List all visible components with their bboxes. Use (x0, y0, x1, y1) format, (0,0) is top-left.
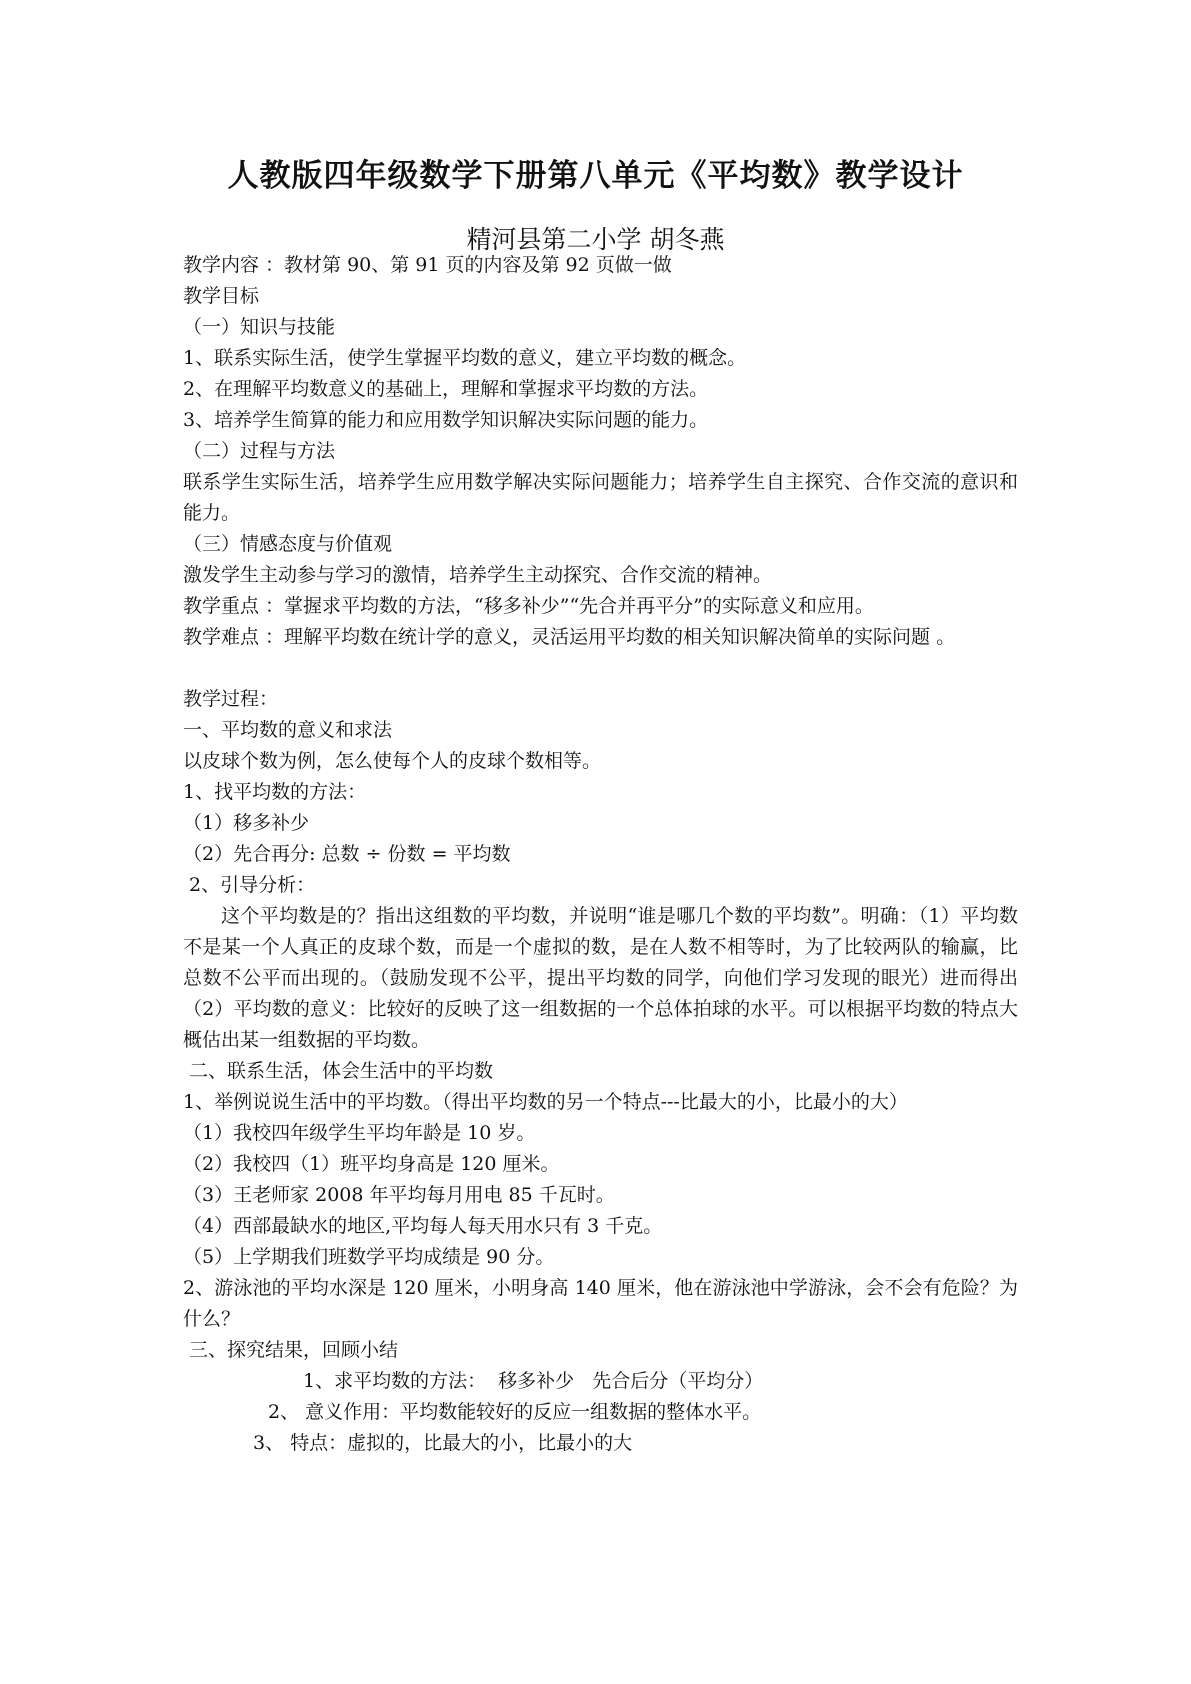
summary-item: 2、 意义作用：平均数能较好的反应一组数据的整体水平。 (268, 1401, 762, 1423)
goal-item: 2、在理解平均数意义的基础上，理解和掌握求平均数的方法。 (183, 378, 709, 400)
analysis-paragraph: 这个平均数是的？指出这组数的平均数，并说明“谁是哪几个数的平均数”。明确：（1）平均数不是某一个人真正的皮球个数，而是一个虚拟的数，是在人数不相等时，为了比较两队的输赢，比总数不公平而出现的。（鼓励发现不公平，提出平均数的同学，向他们学习发现的眼光）进而得出（2）平均数的意义：比较好的反映了这一组数据的一个总体拍球的水平。可以根据平均数的特点大概估出某一组数据的平均数。 (183, 905, 1018, 1051)
document-title: 人教版四年级数学下册第八单元《平均数》教学设计 (227, 158, 964, 194)
example-item: （1）我校四年级学生平均年龄是 10 岁。 (183, 1122, 536, 1144)
section-two-heading: 二、联系生活，体会生活中的平均数 (183, 1060, 494, 1082)
document-body (183, 250, 1018, 1459)
section-text: 以皮球个数为例，怎么使每个人的皮球个数相等。 (183, 750, 602, 772)
key-point: 教学重点 ：掌握求平均数的方法，“移多补少”“先合并再平分”的实际意义和应用。 (183, 595, 874, 617)
author-line: 精河县第二小学 胡冬燕 (466, 225, 725, 254)
heading-procedure: 教学过程： (183, 688, 279, 710)
example-item: （4）西部最缺水的地区,平均每人每天用水只有 3 千克。 (183, 1215, 663, 1237)
summary-item: 1、求平均数的方法： 移多补少 先合后分（平均分） (303, 1370, 764, 1392)
section-one-heading: 一、平均数的意义和求法 (183, 719, 393, 741)
difficult-point: 教学难点 ：理解平均数在统计学的意义，灵活运用平均数的相关知识解决简单的实际问题 。 (183, 626, 956, 648)
list-item: 1、找平均数的方法： (183, 781, 367, 803)
goal-item: 1、联系实际生活，使学生掌握平均数的意义，建立平均数的概念。 (183, 347, 747, 369)
teaching-content: 教学内容 ：教材第 90、第 91 页的内容及第 92 页做一做 (183, 254, 672, 276)
list-item: （2）先合再分: 总数 ÷ 份数 = 平均数 (183, 843, 511, 865)
summary-item: 3、 特点：虚拟的，比最大的小，比最小的大 (253, 1432, 633, 1454)
example-item: （3）王老师家 2008 年平均每月用电 85 千瓦时。 (183, 1184, 615, 1206)
section-three-heading: 三、探究结果，回顾小结 (183, 1339, 399, 1361)
process-paragraph: 联系学生实际生活，培养学生应用数学解决实际问题能力；培养学生自主探究、合作交流的意识和能力。 (183, 471, 1018, 524)
subheading-process: （二）过程与方法 (183, 440, 336, 462)
attitude-paragraph: 激发学生主动参与学习的激情，培养学生主动探究、合作交流的精神。 (183, 564, 773, 586)
subheading-attitude: （三）情感态度与价值观 (183, 533, 393, 555)
example-item: （2）我校四（1）班平均身高是 120 厘米。 (183, 1153, 560, 1175)
goal-item: 3、培养学生简算的能力和应用数学知识解决实际问题的能力。 (183, 409, 709, 431)
heading-goals: 教学目标 (183, 285, 260, 307)
example-item: （5）上学期我们班数学平均成绩是 90 分。 (183, 1246, 555, 1268)
list-item: （1）移多补少 (183, 812, 310, 834)
list-item: 1、举例说说生活中的平均数。（得出平均数的另一个特点---比最大的小，比最小的大） (183, 1091, 908, 1113)
pool-question: 2、游泳池的平均水深是 120 厘米，小明身高 140 厘米，他在游泳池中学游泳，会不会有危险？为什么？ (183, 1277, 1018, 1330)
subheading-knowledge: （一）知识与技能 (183, 316, 336, 338)
list-item: 2、引导分析： (183, 874, 316, 896)
